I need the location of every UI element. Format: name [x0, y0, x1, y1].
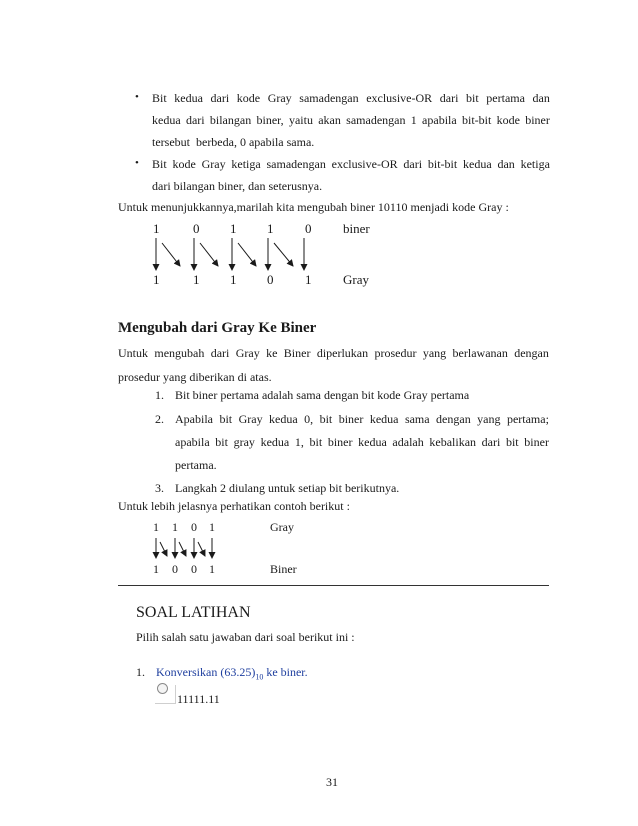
word: apabila [422, 113, 457, 127]
page-number: 31 [326, 775, 338, 789]
word: samadengan [346, 113, 406, 127]
step-number: 1. [155, 388, 164, 402]
top-bit: 1 [172, 520, 178, 534]
word: mengubah [154, 346, 205, 360]
bottom-bit: 0 [267, 272, 274, 287]
word: ketiga [520, 157, 550, 171]
arrow-diagonal [238, 243, 256, 266]
word: bilangan [209, 113, 252, 127]
word: biner [338, 412, 364, 426]
word: prosedur [374, 346, 417, 360]
word: kedua [358, 435, 387, 449]
word: sama [404, 412, 430, 426]
bullet-2-line-2: dari bilangan biner, dan seterusnya. [152, 179, 323, 193]
word: kebalikan [429, 435, 477, 449]
bottom-bit: 1 [209, 562, 215, 576]
top-bit: 1 [209, 520, 215, 534]
arrow-diagonal [200, 243, 218, 266]
word: ke [266, 346, 278, 360]
word: bit [215, 435, 228, 449]
word: adalah [392, 435, 424, 449]
word: Gray [238, 412, 263, 426]
answer-option[interactable] [155, 683, 235, 705]
top-bit: 1 [153, 221, 160, 236]
word: gray [233, 435, 255, 449]
arrow-diagonal [162, 243, 180, 266]
word: 1, [294, 435, 304, 449]
word: diperlukan [316, 346, 369, 360]
word: dari [185, 113, 205, 127]
top-bit: 0 [193, 221, 200, 236]
step-2-line-1 [175, 413, 549, 425]
word: akan [318, 113, 341, 127]
intro-example2-text: Untuk lebih jelasnya perhatikan contoh berikut : [118, 499, 350, 513]
step-3-text: Langkah 2 diulang untuk setiap bit berikutnya. [175, 481, 400, 495]
word: dari [210, 91, 230, 105]
word: 0, [304, 412, 314, 426]
word: kedua [174, 91, 203, 105]
word: kode [236, 91, 261, 105]
top-bit: 1 [267, 221, 274, 236]
word: yaitu [288, 113, 313, 127]
step-2-line-2 [175, 436, 549, 448]
bullet-1-line-3: tersebut berbeda, 0 apabila sama. [152, 135, 315, 149]
word: Gray [235, 346, 260, 360]
word: Gray [201, 157, 226, 171]
word: exclusive-OR [331, 157, 398, 171]
word: kedua [260, 435, 290, 449]
top-bit: 0 [305, 221, 312, 236]
question-prefix: Konversikan (63.25) [156, 665, 256, 679]
section-intro-line-1 [118, 347, 549, 359]
word: bit [309, 435, 323, 449]
arrow-diagonal [198, 542, 205, 556]
word: biner [524, 435, 549, 449]
bottom-bit: 1 [193, 272, 200, 287]
step-2-line-3: pertama. [175, 458, 217, 472]
word: dengan [436, 412, 471, 426]
bottom-label: Biner [270, 562, 297, 576]
word: samadengan [299, 91, 359, 105]
question-tail: ke biner. [263, 665, 308, 679]
word: samadengan [266, 157, 326, 171]
section-intro-line-2: prosedur yang diberikan di atas. [118, 370, 272, 384]
word: kedua [152, 113, 181, 127]
word: bit [505, 435, 519, 449]
top-label: Gray [270, 520, 294, 534]
word: Untuk [118, 346, 148, 360]
word: 1 [410, 113, 417, 127]
bottom-bit: 0 [191, 562, 197, 576]
word: bit [219, 412, 233, 426]
top-bit: 1 [230, 221, 237, 236]
word: dan [497, 157, 515, 171]
soal-instruction: Pilih salah satu jawaban dari soal berikut ini : [136, 630, 355, 644]
step-number: 2. [155, 412, 164, 426]
word: kedua [269, 412, 298, 426]
word: biner, [256, 113, 284, 127]
word: dari [481, 435, 501, 449]
step-number: 3. [155, 481, 164, 495]
top-label: biner [343, 221, 370, 236]
option-box [155, 685, 176, 704]
intro-example-text: Untuk menunjukkannya,marilah kita mengubah biner 10110 menjadi kode Gray : [118, 200, 509, 214]
word: kode [172, 157, 196, 171]
word: dengan [514, 346, 549, 360]
bottom-bit: 1 [153, 272, 160, 287]
word: pertama [486, 91, 525, 105]
word: apabila [175, 435, 210, 449]
word: bit [319, 412, 333, 426]
word: dari [403, 157, 423, 171]
word: biner [327, 435, 353, 449]
bullet-marker: • [135, 91, 139, 103]
word: biner [525, 113, 550, 127]
word: yang [477, 412, 501, 426]
word: kode [496, 113, 520, 127]
word: Apabila [175, 412, 213, 426]
top-bit: 0 [191, 520, 197, 534]
word: Biner [283, 346, 311, 360]
bullet-marker: • [135, 157, 139, 169]
word: kedua [369, 412, 399, 426]
section-heading: Mengubah dari Gray Ke Biner [118, 320, 317, 336]
word: Bit [152, 91, 167, 105]
question-number: 1. [136, 665, 145, 679]
step-1-text: Bit biner pertama adalah sama dengan bit kode Gray pertama [175, 388, 470, 402]
arrow-diagonal [179, 542, 186, 556]
bottom-bit: 1 [230, 272, 237, 287]
word: bit [466, 91, 479, 105]
word: bit-bit [461, 113, 492, 127]
arrow-diagonal [274, 243, 293, 266]
option-label: 11111.11 [177, 692, 220, 706]
word: dan [532, 91, 550, 105]
bottom-bit: 1 [153, 562, 159, 576]
word: yang [422, 346, 447, 360]
question-subscript: 10 [255, 672, 264, 682]
section-divider [118, 585, 549, 586]
question-text [156, 666, 308, 681]
soal-heading: SOAL LATIHAN [136, 604, 251, 621]
word: bit-bit [427, 157, 458, 171]
arrow-diagonal [160, 542, 167, 556]
word: exclusive-OR [366, 91, 433, 105]
bottom-bit: 1 [305, 272, 312, 287]
bottom-bit: 0 [172, 562, 178, 576]
word: dari [210, 346, 230, 360]
word: ketiga [231, 157, 261, 171]
word: pertama; [506, 412, 549, 426]
word: Bit [152, 157, 167, 171]
top-bit: 1 [153, 520, 159, 534]
word: kedua [463, 157, 492, 171]
word: Gray [267, 91, 292, 105]
word: dari [439, 91, 459, 105]
bottom-label: Gray [343, 272, 369, 287]
word: berlawanan [452, 346, 508, 360]
